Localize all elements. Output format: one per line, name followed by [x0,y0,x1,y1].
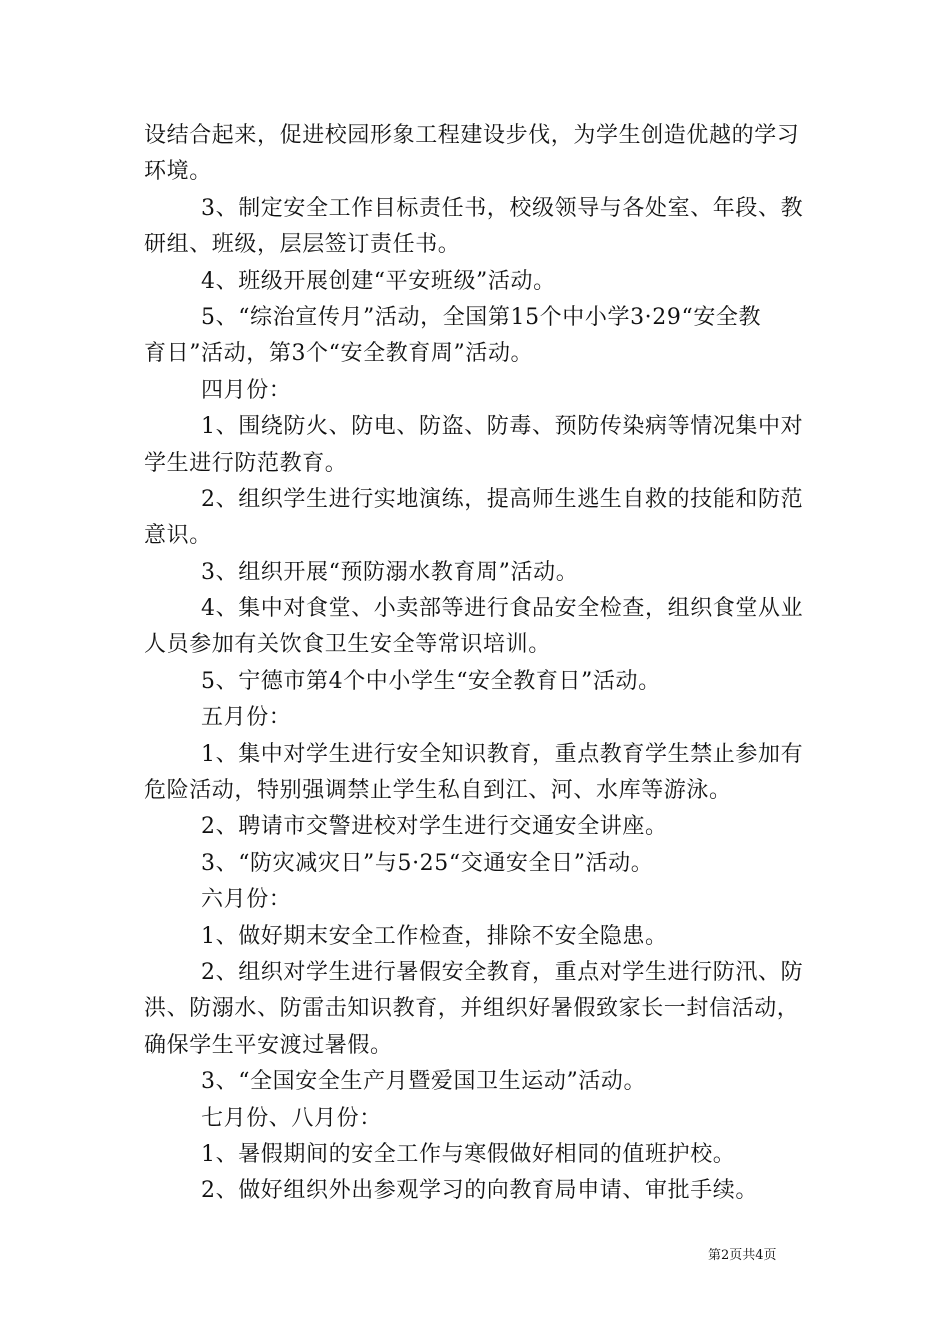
text-line: 研组、班级，层层签订责任书。 [144,232,461,258]
list-item-line: 3、制定安全工作目标责任书，校级领导与各处室、年段、教 [201,195,804,221]
list-item-line: 3、“全国安全生产月暨爱国卫生运动”活动。 [201,1069,647,1095]
list-item-line: 5、宁德市第4个中小学生“安全教育日”活动。 [201,668,661,694]
text-line: 学生进行防范教育。 [144,450,348,476]
list-item-line: 1、围绕防火、防电、防盗、防毒、预防传染病等情况集中对 [201,414,804,440]
list-item-line: 3、“防灾减灾日”与5·25“交通安全日”活动。 [201,850,654,876]
list-item-line: 3、组织开展“预防溺水教育周”活动。 [201,559,579,585]
text-line: 确保学生平安渡过暑假。 [144,1032,393,1058]
text-line: 人员参加有关饮食卫生安全等常识培训。 [144,632,551,658]
list-item-line: 2、做好组织外出参观学习的向教育局申请、审批手续。 [201,1178,758,1204]
list-item-line: 2、组织对学生进行暑假安全教育，重点对学生进行防汛、防 [201,959,804,985]
list-item-line: 5、“综治宣传月”活动，全国第15个中小学3·29“安全教 [201,304,762,330]
list-item-line: 4、班级开展创建“平安班级”活动。 [201,268,556,294]
text-line: 设结合起来，促进校园形象工程建设步伐，为学生创造优越的学习 [144,123,800,148]
list-item-line: 2、组织学生进行实地演练，提高师生逃生自救的技能和防范 [201,486,804,512]
text-line: 环境。 [144,159,212,185]
list-item-line: 4、集中对食堂、小卖部等进行食品安全检查，组织食堂从业 [201,596,804,622]
list-item-line: 1、暑假期间的安全工作与寒假做好相同的值班护校。 [201,1141,736,1167]
list-item-line: 1、集中对学生进行安全知识教育，重点教育学生禁止参加有 [201,741,804,767]
section-heading-april: 四月份： [201,377,292,403]
text-line: 危险活动，特别强调禁止学生私自到江、河、水库等游泳。 [144,778,732,804]
text-line: 意识。 [144,523,212,549]
document-body [144,118,812,1210]
list-item-line: 1、做好期末安全工作检查，排除不安全隐患。 [201,923,668,949]
section-heading-may: 五月份： [201,705,292,731]
page-number: 第2页共4页 [708,1248,777,1263]
text-line: 洪、防溺水、防雷击知识教育，并组织好暑假致家长一封信活动， [144,996,800,1022]
section-heading-july-august: 七月份、八月份： [201,1105,382,1131]
section-heading-june: 六月份： [201,887,292,913]
list-item-line: 2、聘请市交警进校对学生进行交通安全讲座。 [201,814,668,840]
text-line: 育日”活动，第3个“安全教育周”活动。 [144,341,534,367]
